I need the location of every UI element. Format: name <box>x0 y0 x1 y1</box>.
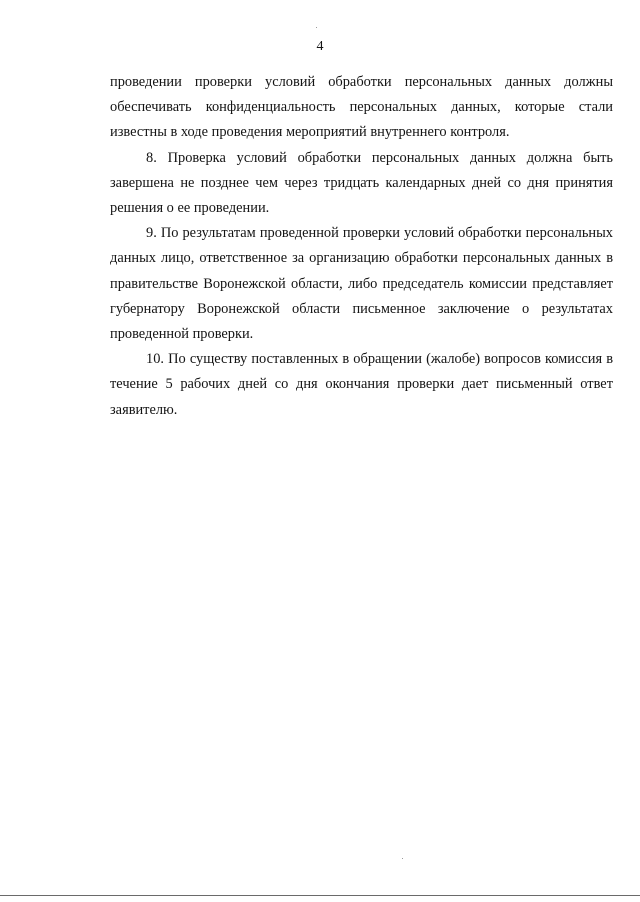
paragraph-item-8: 8. Проверка условий обработки персональных данных должна быть завершена не позднее чем через тридцать календарных дней со дня принятия решения о ее проведении. <box>110 149 613 217</box>
paragraph-item-10: 10. По существу поставленных в обращении (жалобе) вопросов комиссия в течение 5 рабочих дней со дня окончания проверки дает письменный ответ заявителю. <box>110 351 613 418</box>
paragraph-continuation: проведении проверки условий обработки персональных данных должны обеспечивать конфиденциальность персональных данных, которые стали известны в ходе проведения мероприятий внутреннего контроля. <box>110 74 613 141</box>
scan-speck <box>402 858 403 859</box>
page-number: 4 <box>316 39 324 54</box>
paragraph-item-9: 9. По результатам проведенной проверки условий обработки персональных данных лицо, ответственное за организацию обработки персональных данных в правительстве Воронежской области, либо председатель комиссии представляет губернатору Воронежской области письменное заключение о результатах проведенной проверки. <box>110 225 613 343</box>
scan-edge-line <box>0 895 640 896</box>
document-body <box>110 70 613 423</box>
scan-speck <box>316 27 317 28</box>
